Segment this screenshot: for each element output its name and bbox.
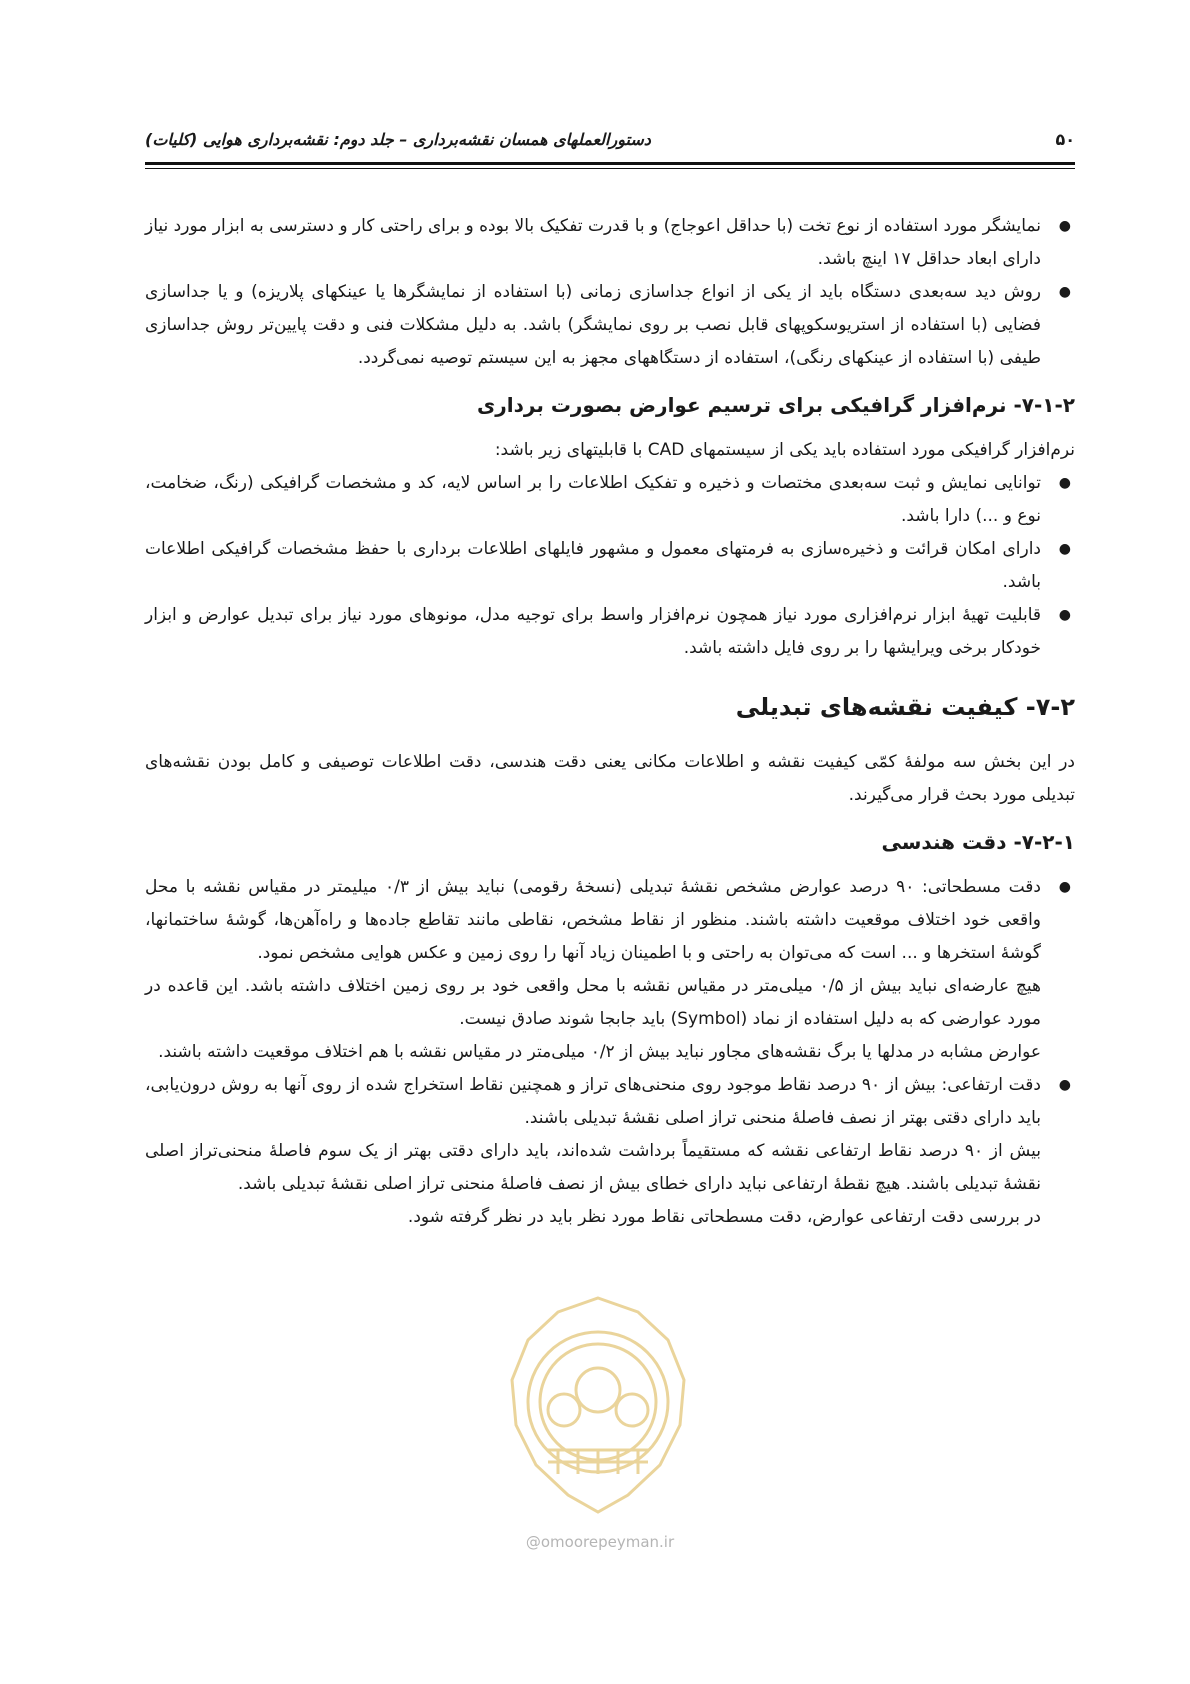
list-item: ● توانایی نمایش و ثبت سه‌بعدی مختصات و ذخیره و تفکیک اطلاعات را بر اساس لایه، کد و مشخصات گرافیکی (رنگ، ضخامت، نوع و ...) دارا باشد. — [145, 467, 1075, 533]
bullet-icon: ● — [1058, 284, 1071, 300]
running-title: دستورالعملهای همسان نقشه‌برداری – جلد دوم: نقشه‌برداری هوایی (کلیات) — [145, 130, 651, 149]
header-rule-thick — [145, 162, 1075, 165]
bullet-icon: ● — [1058, 475, 1071, 491]
list-item: ● دقت مسطحاتی: ۹۰ درصد عوارض مشخص نقشهٔ تبدیلی (نسخهٔ رقومی) نباید بیش از ۰/۳ میلیمتر در مقیاس نقشه با محل واقعی خود اختلاف موقعیت داشته باشند. منظور از نقاط مشخص، نقاطی مانند تقاطع جاده‌ها و راه‌آهن‌ها، گوشهٔ ساختمانها، گوشهٔ استخرها و ... است که می‌توان به راحتی و با اطمینان زیاد آنها را روی زمین و عکس هوایی مشخص نمود. هیچ عارضه‌ای نباید بیش از ۰/۵ میلی‌متر در مقیاس نقشه با محل واقعی خود بر روی زمین اختلاف داشته باشد. این قاعده در مورد عوارضی که به دلیل استفاده از نماد (Symbol) باید جابجا شوند صادق نیست. عوارض مشابه در مدلها یا برگ نقشه‌های مجاور نباید بیش از ۰/۲ میلی‌متر در مقیاس نقشه با هم اختلاف موقعیت داشته باشند. — [145, 871, 1075, 1069]
bullet-icon: ● — [1058, 879, 1071, 895]
planimetric-paragraph: هیچ عارضه‌ای نباید بیش از ۰/۵ میلی‌متر در مقیاس نقشه با محل واقعی خود بر روی زمین اختلاف داشته باشد. این قاعده در مورد عوارضی که به دلیل استفاده از نماد (Symbol) باید جابجا شوند صادق نیست. — [145, 976, 1041, 1029]
list-item: ● دقت ارتفاعی: بیش از ۹۰ درصد نقاط موجود روی منحنی‌های تراز و همچنین نقاط استخراج شده از روی آنها به روش درون‌یابی، باید دارای دقتی بهتر از نصف فاصلهٔ منحنی تراز اصلی نقشهٔ تبدیلی باشند. بیش از ۹۰ درصد نقاط ارتفاعی نقشه که مستقیماً برداشت شده‌اند، باید دارای دقتی بهتر از یک سوم فاصلهٔ منحنی‌تراز اصلی نقشهٔ تبدیلی باشند. هیچ نقطهٔ ارتفاعی نباید دارای خطای بیش از نصف فاصلهٔ منحنی تراز اصلی نقشهٔ تبدیلی باشد. در بررسی دقت ارتفاعی عوارض، دقت مسطحاتی نقاط مورد نظر باید در نظر گرفته شود. — [145, 1069, 1075, 1234]
list-item: ● دارای امکان قرائت و ذخیره‌سازی به فرمتهای معمول و مشهور فایلهای اطلاعات برداری با حفظ مشخصات گرافیکی اطلاعات باشد. — [145, 533, 1075, 599]
list-item: ● نمایشگر مورد استفاده از نوع تخت (با حداقل اعوجاج) و با قدرت تفکیک بالا بوده و برای راحتی کار و دسترسی به ابزار مورد نیاز دارای ابعاد حداقل ۱۷ اینچ باشد. — [145, 210, 1075, 276]
list-item: ● روش دید سه‌بعدی دستگاه باید از یکی از انواع جداسازی زمانی (با استفاده از نمایشگرها یا عینکهای پلاریزه) و یا جداسازی فضایی (با استفاده از استریوسکوپهای قابل نصب بر روی نمایشگر) باشد. به دلیل مشکلات فنی و دقت پایین‌تر روش جداسازی طیفی (با استفاده از عینکهای رنگی)، استفاده از دستگاههای مجهز به این سیستم توصیه نمی‌گردد. — [145, 276, 1075, 375]
watermark-seal-icon — [488, 1290, 708, 1520]
altimetric-paragraph: بیش از ۹۰ درصد نقاط ارتفاعی نقشه که مستقیماً برداشت شده‌اند، باید دارای دقتی بهتر از یک سوم فاصلهٔ منحنی‌تراز اصلی نقشهٔ تبدیلی باشند. هیچ نقطهٔ ارتفاعی نباید دارای خطای بیش از نصف فاصلهٔ منحنی تراز اصلی نقشهٔ تبدیلی باشد. — [145, 1141, 1041, 1194]
list-item: ● قابلیت تهیهٔ ابزار نرم‌افزاری مورد نیاز همچون نرم‌افزار واسط برای توجیه مدل، مونوهای مورد نیاز برای تبدیل عوارض و ابزار خودکار برخی ویرایشها را بر روی فایل داشته باشد. — [145, 599, 1075, 665]
accuracy-bullet-list — [145, 871, 1075, 1234]
bullet-icon: ● — [1058, 218, 1071, 234]
bullet-icon: ● — [1058, 607, 1071, 623]
page-number: ۵۰ — [1055, 130, 1075, 149]
cad-bullet-list — [145, 467, 1075, 665]
section-intro: نرم‌افزار گرافیکی مورد استفاده باید یکی از سیستمهای CAD با قابلیتهای زیر باشد: — [494, 440, 1075, 460]
bullet-icon: ● — [1058, 541, 1071, 557]
planimetric-paragraph: عوارض مشابه در مدلها یا برگ نقشه‌های مجاور نباید بیش از ۰/۲ میلی‌متر در مقیاس نقشه با هم اختلاف موقعیت داشته باشند. — [158, 1042, 1041, 1062]
intro-bullet-list — [145, 210, 1075, 375]
page-content — [145, 210, 1075, 1234]
watermark-url: @omoorepeyman.ir — [525, 1533, 675, 1551]
page-header — [145, 128, 1075, 168]
section-heading-7-2-1: ۷-۲-۱- دقت هندسی — [881, 830, 1075, 854]
section-paragraph: در این بخش سه مولفهٔ کمّی کیفیت نقشه و اطلاعات مکانی یعنی دقت هندسی، دقت اطلاعات توصیفی و کامل بودن نقشه‌های تبدیلی مورد بحث قرار می‌گیرند. — [145, 752, 1075, 805]
header-rule-thin — [145, 168, 1075, 169]
bullet-icon: ● — [1058, 1077, 1071, 1093]
section-heading-7-1-2: ۷-۱-۲- نرم‌افزار گرافیکی برای ترسیم عوارض بصورت برداری — [476, 393, 1075, 417]
altimetric-paragraph: در بررسی دقت ارتفاعی عوارض، دقت مسطحاتی نقاط مورد نظر باید در نظر گرفته شود. — [407, 1207, 1041, 1227]
section-heading-7-2: ۷-۲- کیفیت نقشه‌های تبدیلی — [735, 693, 1075, 721]
